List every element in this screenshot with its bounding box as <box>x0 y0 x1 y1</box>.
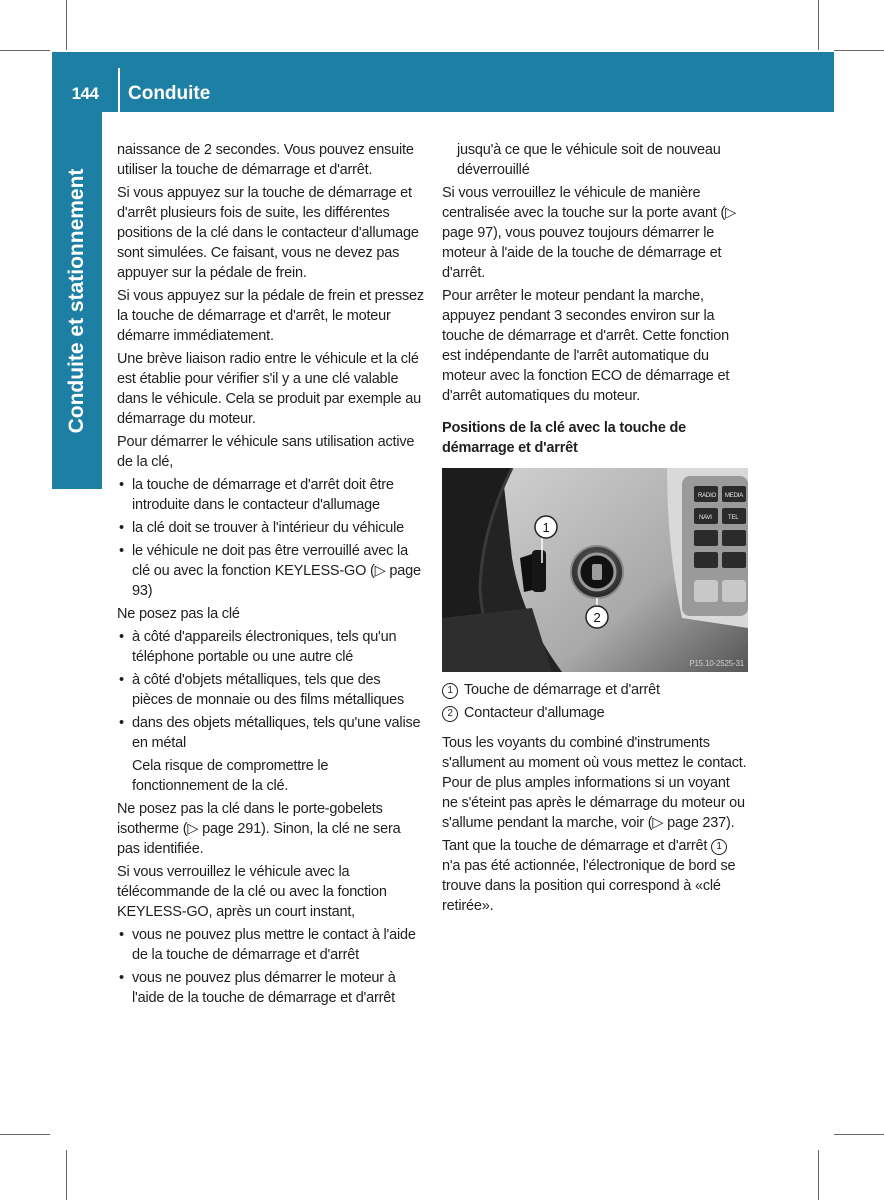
crop-mark <box>834 1134 884 1135</box>
paragraph: Ne posez pas la clé <box>117 606 240 622</box>
list-item: • la clé doit se trouver à l'intérieur du véhicule <box>117 518 425 538</box>
paragraph: Si vous verrouillez le véhicule avec la télécommande de la clé ou avec la fonction KEYLESS-GO, après un court instant, <box>117 864 387 920</box>
seat-heat-button <box>722 580 746 602</box>
callout-number: 1 <box>711 839 727 855</box>
list-item: • dans des objets métalliques, tels qu'une valise en métal <box>117 713 425 753</box>
callout-number: 1 <box>442 683 458 699</box>
chapter-tab-label: Conduite et stationnement <box>65 168 88 433</box>
list-item: • vous ne pouvez plus démarrer le moteur à l'aide de la touche de démarrage et d'arrêt <box>117 968 425 1008</box>
paragraph: Ne posez pas la clé dans le porte-gobelets isotherme (▷ page 291). Sinon, la clé ne sera pas identifiée. <box>117 801 401 857</box>
legend-item <box>442 703 748 723</box>
note-text: Cela risque de compromettre le fonctionnement de la clé. <box>132 758 329 794</box>
paragraph: Si vous appuyez sur la touche de démarrage et d'arrêt plusieurs fois de suite, les différentes positions de la clé dans le contacteur d'allumage sont simulées. Ce faisant, vous ne devez pas appuyer sur la pédale de frein. <box>117 185 419 281</box>
paragraph-text: Tant que la touche de démarrage et d'arrêt <box>442 838 708 854</box>
paragraph: Si vous verrouillez le véhicule de manière centralisée avec la touche sur la porte avant (▷ page 97), vous pouvez toujours démarrer le moteur à l'aide de la touche de démarrage et d'arrêt. <box>442 185 737 281</box>
legend-text: Contacteur d'allumage <box>464 705 605 721</box>
legend-text: Touche de démarrage et d'arrêt <box>464 682 660 698</box>
paragraph: Une brève liaison radio entre le véhicule et la clé est établie pour vérifier s'il y a une clé valable dans le véhicule. Cela se produit par exemple au démarrage du moteur. <box>117 351 421 427</box>
paragraph: Tous les voyants du combiné d'instruments s'allument au moment où vous mettez le contact. Pour de plus amples informations si un voyant ne s'éteint pas après le démarrage du moteur ou s'allume pendant la marche, voir (▷ page 237). <box>442 735 747 831</box>
paragraph <box>442 836 748 916</box>
ignition-figure <box>442 468 748 672</box>
left-column <box>117 140 425 1011</box>
svg-text:1: 1 <box>542 520 550 535</box>
page-number: 144 <box>71 84 99 103</box>
list-item: • la touche de démarrage et d'arrêt doit être introduite dans le contacteur d'allumage <box>117 475 425 515</box>
legend-item <box>442 680 748 700</box>
seat-heat-button <box>694 580 718 602</box>
crop-mark <box>818 0 819 50</box>
crop-mark <box>0 50 50 51</box>
paragraph: Pour arrêter le moteur pendant la marche, appuyez pendant 3 secondes environ sur la touche de démarrage et d'arrêt. Cette fonction est indépendante de l'arrêt automatique du moteur avec la fonction ECO de démarrage et d'arrêt automatiques du moteur. <box>442 288 730 404</box>
crop-mark <box>0 1134 50 1135</box>
crop-mark <box>834 50 884 51</box>
crop-mark <box>66 1150 67 1200</box>
list-item: • à côté d'objets métalliques, tels que des pièces de monnaie ou des films métalliques <box>117 670 425 710</box>
console-label: RADIO <box>698 493 717 499</box>
console-button <box>694 552 718 568</box>
page-header <box>52 52 834 112</box>
list-item-continuation: jusqu'à ce que le véhicule soit de nouveau déverrouillé <box>457 142 721 178</box>
console-label: NAVI <box>699 515 712 521</box>
console-button <box>722 530 746 546</box>
callout-number: 2 <box>442 706 458 722</box>
crop-mark <box>66 0 67 50</box>
right-column <box>442 140 748 919</box>
console-button <box>722 552 746 568</box>
paragraph: naissance de 2 secondes. Vous pouvez ensuite utiliser la touche de démarrage et d'arrêt. <box>117 142 414 178</box>
chapter-tab <box>52 112 102 489</box>
paragraph: Pour démarrer le véhicule sans utilisation active de la clé, <box>117 434 415 470</box>
console-label: TEL <box>728 515 739 521</box>
figure-reference: P15.10-2525-31 <box>689 659 744 668</box>
crop-mark <box>818 1150 819 1200</box>
list-item: • vous ne pouvez plus mettre le contact à l'aide de la touche de démarrage et d'arrêt <box>117 925 425 965</box>
console-button <box>694 530 718 546</box>
paragraph: Si vous appuyez sur la pédale de frein et pressez la touche de démarrage et d'arrêt, le moteur démarre immédiatement. <box>117 288 424 344</box>
subsection-heading: Positions de la clé avec la touche de démarrage et d'arrêt <box>442 420 687 456</box>
list-item: • à côté d'appareils électroniques, tels qu'un téléphone portable ou une autre clé <box>117 627 425 667</box>
ignition-illustration <box>442 468 748 672</box>
paragraph-text: n'a pas été actionnée, l'électronique de bord se trouve dans la position qui correspond à «clé retirée». <box>442 858 736 914</box>
list-item: • le véhicule ne doit pas être verrouillé avec la clé ou avec la fonction KEYLESS-GO (▷ page 93) <box>117 541 425 601</box>
console-label: MEDIA <box>725 493 744 499</box>
header-divider <box>118 68 120 112</box>
section-title: Conduite <box>128 83 211 104</box>
svg-text:2: 2 <box>593 610 601 625</box>
